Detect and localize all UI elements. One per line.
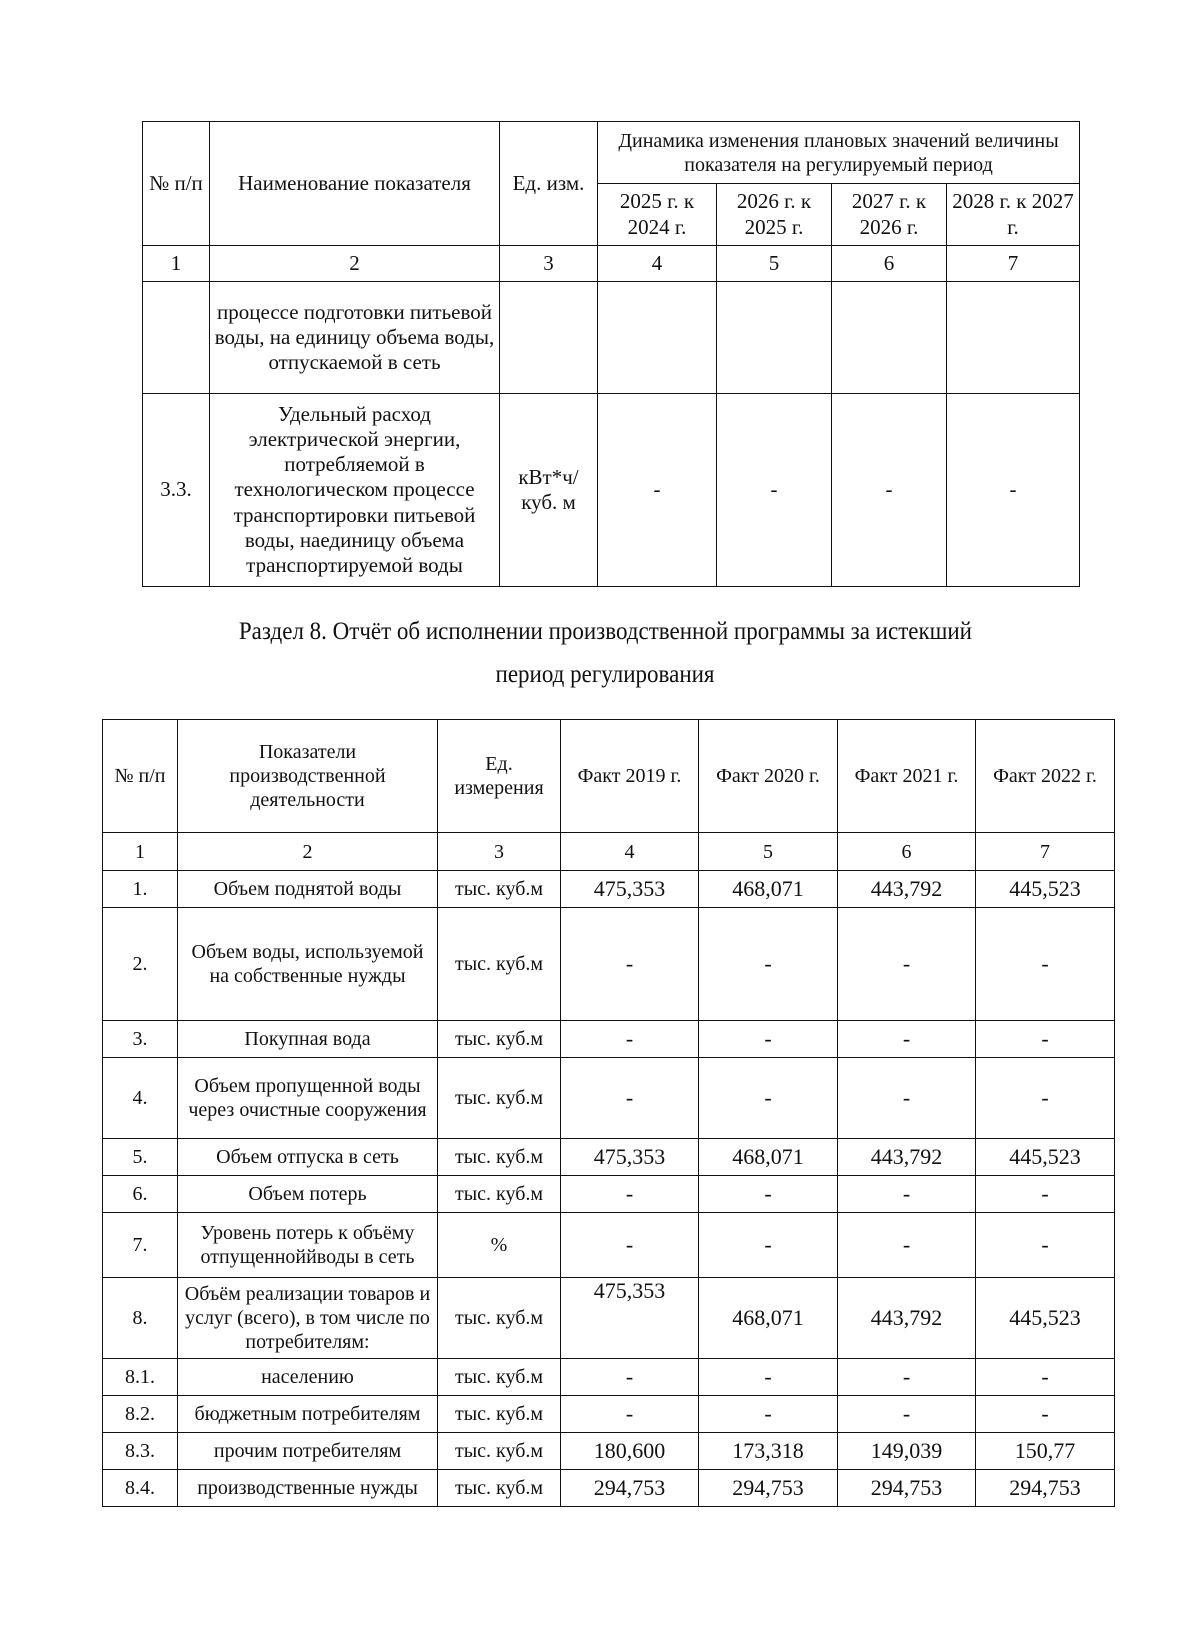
row-value: 443,792 [838, 1278, 976, 1359]
row-unit: % [438, 1213, 561, 1278]
col-number: 5 [717, 246, 832, 282]
row-value: - [976, 1021, 1115, 1058]
row-value: - [838, 908, 976, 1021]
row-num: 6. [103, 1176, 178, 1213]
row-unit: тыс. куб.м [438, 1176, 561, 1213]
col-number: 3 [500, 246, 598, 282]
row-value: - [717, 394, 832, 587]
table-row [103, 871, 1115, 908]
row-name: населению [178, 1359, 438, 1396]
row-num: 2. [103, 908, 178, 1021]
header-dynamics: Динамика изменения плановых значений величины показателя на регулируемый период [598, 122, 1080, 184]
row-value: - [561, 1213, 699, 1278]
row-value: - [699, 1396, 838, 1433]
row-value: - [976, 1176, 1115, 1213]
row-unit: тыс. куб.м [438, 1470, 561, 1507]
row-unit: кВт*ч/ куб. м [500, 394, 598, 587]
row-value: - [561, 1396, 699, 1433]
row-value: - [699, 908, 838, 1021]
header-year: Факт 2019 г. [561, 720, 699, 833]
table-row [103, 1396, 1115, 1433]
row-value: 149,039 [838, 1433, 976, 1470]
row-name: бюджетным потребителям [178, 1396, 438, 1433]
col-number: 1 [143, 246, 210, 282]
row-value: - [832, 394, 947, 587]
row-value [717, 282, 832, 394]
section-title-line2: период регулирования [495, 661, 715, 688]
row-value: - [838, 1176, 976, 1213]
row-value: 294,753 [561, 1470, 699, 1507]
col-number: 7 [976, 833, 1115, 871]
row-value: - [947, 394, 1080, 587]
col-number: 5 [699, 833, 838, 871]
row-value: 475,353 [561, 1139, 699, 1176]
row-value: - [838, 1213, 976, 1278]
row-value: - [976, 1359, 1115, 1396]
row-unit: тыс. куб.м [438, 1433, 561, 1470]
header-period: 2025 г. к 2024 г. [598, 184, 717, 246]
table-row [103, 1176, 1115, 1213]
row-value: - [561, 908, 699, 1021]
row-value [598, 282, 717, 394]
row-unit: тыс. куб.м [438, 1021, 561, 1058]
col-number: 4 [561, 833, 699, 871]
row-value: 475,353 [561, 1278, 699, 1359]
row-num: 8. [103, 1278, 178, 1359]
row-unit: тыс. куб.м [438, 908, 561, 1021]
row-num: 3.3. [143, 394, 210, 587]
row-value: 443,792 [838, 1139, 976, 1176]
row-unit: тыс. куб.м [438, 1058, 561, 1139]
col-number: 2 [178, 833, 438, 871]
row-value: 468,071 [699, 1278, 838, 1359]
header-num: № п/п [143, 122, 210, 246]
row-name: процессе подготовки питьевой воды, на единицу объема воды, отпускаемой в сеть [210, 282, 500, 394]
header-year: Факт 2021 г. [838, 720, 976, 833]
row-name: Покупная вода [178, 1021, 438, 1058]
header-year: Факт 2020 г. [699, 720, 838, 833]
row-value: 445,523 [976, 871, 1115, 908]
row-value: 445,523 [976, 1139, 1115, 1176]
row-value: 294,753 [699, 1470, 838, 1507]
table-row [103, 1058, 1115, 1139]
table-row [103, 1021, 1115, 1058]
section-title-cont [100, 661, 1110, 689]
section-title-line1: Раздел 8. Отчёт об исполнении производственной программы за истекший [238, 618, 972, 645]
table-row [103, 1359, 1115, 1396]
row-name: Объем пропущенной воды через очистные сооружения [178, 1058, 438, 1139]
row-value: - [838, 1021, 976, 1058]
header-num: № п/п [103, 720, 178, 833]
row-value: 150,77 [976, 1433, 1115, 1470]
row-value: - [561, 1058, 699, 1139]
row-name: Удельный расход электрической энергии, потребляемой в технологическом процессе транспортировки питьевой воды, наединицу объема транспортируемой воды [210, 394, 500, 587]
row-value [832, 282, 947, 394]
header-period: 2028 г. к 2027 г. [947, 184, 1080, 246]
header-year: Факт 2022 г. [976, 720, 1115, 833]
header-name: Показатели производственной деятельности [178, 720, 438, 833]
col-number: 6 [838, 833, 976, 871]
row-unit: тыс. куб.м [438, 1359, 561, 1396]
col-number: 3 [438, 833, 561, 871]
col-number: 7 [947, 246, 1080, 282]
row-value: - [598, 394, 717, 587]
row-num: 3. [103, 1021, 178, 1058]
table-row [143, 394, 1080, 587]
row-value: 468,071 [699, 871, 838, 908]
row-name: Объем воды, используемой на собственные нужды [178, 908, 438, 1021]
header-period: 2027 г. к 2026 г. [832, 184, 947, 246]
row-value: - [699, 1176, 838, 1213]
table-row [103, 1278, 1115, 1359]
row-value: - [976, 1213, 1115, 1278]
row-value: 294,753 [838, 1470, 976, 1507]
row-value: - [976, 908, 1115, 1021]
row-value: - [838, 1058, 976, 1139]
row-value: - [838, 1359, 976, 1396]
header-name: Наименование показателя [210, 122, 500, 246]
col-number: 2 [210, 246, 500, 282]
row-num: 5. [103, 1139, 178, 1176]
row-value: 173,318 [699, 1433, 838, 1470]
row-value: - [838, 1396, 976, 1433]
row-unit [500, 282, 598, 394]
col-number: 4 [598, 246, 717, 282]
row-num: 8.2. [103, 1396, 178, 1433]
table-row [103, 908, 1115, 1021]
row-value: 475,353 [561, 871, 699, 908]
plan-dynamics-table [142, 121, 1080, 587]
row-num: 4. [103, 1058, 178, 1139]
row-unit: тыс. куб.м [438, 1139, 561, 1176]
col-number: 1 [103, 833, 178, 871]
row-name: Объем отпуска в сеть [178, 1139, 438, 1176]
row-name: Объем потерь [178, 1176, 438, 1213]
row-value: - [699, 1359, 838, 1396]
table-row [103, 1433, 1115, 1470]
row-num: 8.4. [103, 1470, 178, 1507]
row-name: производственные нужды [178, 1470, 438, 1507]
row-value: - [561, 1176, 699, 1213]
row-value: - [699, 1213, 838, 1278]
row-num [143, 282, 210, 394]
row-value: - [699, 1021, 838, 1058]
table-row [143, 282, 1080, 394]
row-value: - [699, 1058, 838, 1139]
section-title [100, 618, 1110, 646]
row-value: 180,600 [561, 1433, 699, 1470]
row-num: 1. [103, 871, 178, 908]
row-value: 294,753 [976, 1470, 1115, 1507]
row-name: Объем поднятой воды [178, 871, 438, 908]
production-report-table [102, 719, 1115, 1507]
table-row [103, 1139, 1115, 1176]
row-value: - [976, 1396, 1115, 1433]
header-period: 2026 г. к 2025 г. [717, 184, 832, 246]
row-num: 7. [103, 1213, 178, 1278]
row-value: - [561, 1359, 699, 1396]
row-name: прочим потребителям [178, 1433, 438, 1470]
table-row [103, 1470, 1115, 1507]
row-unit: тыс. куб.м [438, 871, 561, 908]
row-num: 8.1. [103, 1359, 178, 1396]
row-name: Уровень потерь к объёму отпущенноййводы в сеть [178, 1213, 438, 1278]
table-row [103, 1213, 1115, 1278]
header-unit: Ед. изм. [500, 122, 598, 246]
header-unit: Ед. измерения [438, 720, 561, 833]
row-value: 468,071 [699, 1139, 838, 1176]
row-value: - [561, 1021, 699, 1058]
row-unit: тыс. куб.м [438, 1278, 561, 1359]
row-num: 8.3. [103, 1433, 178, 1470]
row-unit: тыс. куб.м [438, 1396, 561, 1433]
row-value: 445,523 [976, 1278, 1115, 1359]
col-number: 6 [832, 246, 947, 282]
row-value [947, 282, 1080, 394]
row-value: 443,792 [838, 871, 976, 908]
row-name: Объём реализации товаров и услуг (всего), в том числе по потребителям: [178, 1278, 438, 1359]
row-value: - [976, 1058, 1115, 1139]
